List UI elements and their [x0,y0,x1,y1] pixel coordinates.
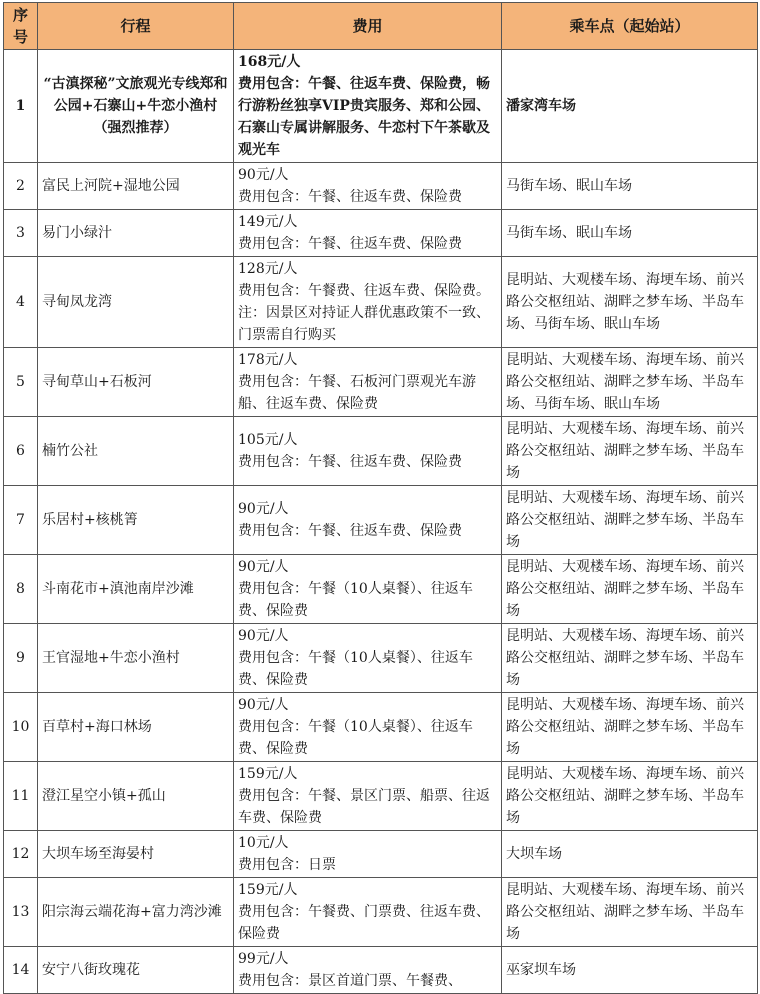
table-body [4,50,758,994]
row-num: 14 [4,947,38,994]
fee-cell [234,878,502,947]
fee-detail: 费用包含：景区首道门票、午餐费、 [238,973,462,989]
route-name: 王官湿地+牛恋小渔村 [38,624,234,693]
fee-cell [234,624,502,693]
boarding-stop: 昆明站、大观楼车场、海埂车场、前兴路公交枢纽站、湖畔之梦车场、半岛车场 [502,878,758,947]
route-name: 寻甸凤龙湾 [38,257,234,348]
table-row [4,831,758,878]
row-num: 4 [4,257,38,348]
fee-cell [234,831,502,878]
fee-cell [234,762,502,831]
fee-cell [234,417,502,486]
boarding-stop: 昆明站、大观楼车场、海埂车场、前兴路公交枢纽站、湖畔之梦车场、半岛车场 [502,624,758,693]
row-num: 6 [4,417,38,486]
route-name: 寻甸草山+石板河 [38,348,234,417]
table-row [4,555,758,624]
header-fee: 费用 [234,3,502,50]
boarding-stop: 昆明站、大观楼车场、海埂车场、前兴路公交枢纽站、湖畔之梦车场、半岛车场、马街车场、眠山车场 [502,257,758,348]
table-header-row [4,3,758,50]
table-row [4,348,758,417]
table-row [4,163,758,210]
fee-price: 99元/人 [238,951,289,967]
boarding-stop: 巫家坝车场 [502,947,758,994]
boarding-stop: 昆明站、大观楼车场、海埂车场、前兴路公交枢纽站、湖畔之梦车场、半岛车场 [502,693,758,762]
route-name: 易门小绿汁 [38,210,234,257]
row-num: 11 [4,762,38,831]
fee-cell [234,210,502,257]
fee-price: 178元/人 [238,352,298,368]
fee-detail: 费用包含：午餐、石板河门票观光车游船、往返车费、保险费 [238,374,476,412]
boarding-stop: 大坝车场 [502,831,758,878]
boarding-stop: 马街车场、眠山车场 [502,163,758,210]
row-num: 7 [4,486,38,555]
route-name: 富民上河院+湿地公园 [38,163,234,210]
boarding-stop: 昆明站、大观楼车场、海埂车场、前兴路公交枢纽站、湖畔之梦车场、半岛车场、马街车场、眠山车场 [502,348,758,417]
table-row [4,878,758,947]
route-name: 百草村+海口林场 [38,693,234,762]
row-num: 5 [4,348,38,417]
row-num: 8 [4,555,38,624]
row-num: 13 [4,878,38,947]
row-num: 10 [4,693,38,762]
fee-price: 128元/人 [238,261,298,277]
fee-detail: 费用包含：午餐、往返车费、保险费 [238,523,462,539]
fee-cell [234,693,502,762]
boarding-stop: 昆明站、大观楼车场、海埂车场、前兴路公交枢纽站、湖畔之梦车场、半岛车场 [502,417,758,486]
table-row [4,624,758,693]
fee-price: 90元/人 [238,167,289,183]
table-row [4,486,758,555]
route-name: “古滇探秘”文旅观光专线郑和公园+石寨山+牛恋小渔村（强烈推荐） [38,50,234,163]
route-name: 大坝车场至海晏村 [38,831,234,878]
fee-detail: 费用包含：午餐、往返车费、保险费 [238,236,462,252]
route-name: 安宁八街玫瑰花 [38,947,234,994]
table-row [4,257,758,348]
boarding-stop: 潘家湾车场 [502,50,758,163]
row-num: 12 [4,831,38,878]
route-table [3,2,758,994]
fee-detail: 费用包含：午餐费、门票费、往返车费、保险费 [238,904,490,942]
header-route: 行程 [38,3,234,50]
table-row [4,210,758,257]
boarding-stop: 昆明站、大观楼车场、海埂车场、前兴路公交枢纽站、湖畔之梦车场、半岛车场 [502,486,758,555]
fee-cell [234,257,502,348]
fee-cell [234,555,502,624]
fee-detail: 费用包含：午餐费、往返车费、保险费。注：因景区对持证人群优惠政策不一致、门票需自行购买 [238,283,490,343]
fee-cell [234,163,502,210]
route-name: 乐居村+核桃箐 [38,486,234,555]
fee-detail: 费用包含：午餐、往返车费、保险费 [238,189,462,205]
fee-cell [234,50,502,163]
route-name: 澄江星空小镇+孤山 [38,762,234,831]
fee-cell [234,486,502,555]
fee-price: 90元/人 [238,628,289,644]
table-row [4,417,758,486]
header-num: 序号 [4,3,38,50]
fee-cell [234,348,502,417]
fee-cell [234,947,502,994]
fee-detail: 费用包含：午餐（10人桌餐）、往返车费、保险费 [238,719,473,757]
table-row [4,693,758,762]
fee-price: 168元/人 [238,54,301,70]
row-num: 1 [4,50,38,163]
fee-price: 105元/人 [238,432,298,448]
route-name: 阳宗海云端花海+富力湾沙滩 [38,878,234,947]
fee-price: 90元/人 [238,559,289,575]
table-row [4,762,758,831]
boarding-stop: 昆明站、大观楼车场、海埂车场、前兴路公交枢纽站、湖畔之梦车场、半岛车场 [502,762,758,831]
fee-detail: 费用包含：日票 [238,857,336,873]
table-row [4,947,758,994]
fee-price: 10元/人 [238,835,289,851]
table-row [4,50,758,163]
row-num: 9 [4,624,38,693]
fee-price: 159元/人 [238,766,298,782]
route-name: 楠竹公社 [38,417,234,486]
boarding-stop: 昆明站、大观楼车场、海埂车场、前兴路公交枢纽站、湖畔之梦车场、半岛车场 [502,555,758,624]
fee-price: 149元/人 [238,214,298,230]
fee-price: 90元/人 [238,697,289,713]
boarding-stop: 马街车场、眠山车场 [502,210,758,257]
fee-detail: 费用包含：午餐、景区门票、船票、往返车费、保险费 [238,788,490,826]
fee-detail: 费用包含：午餐、往返车费、保险费 [238,454,462,470]
fee-price: 159元/人 [238,882,298,898]
row-num: 2 [4,163,38,210]
fee-detail: 费用包含：午餐（10人桌餐）、往返车费、保险费 [238,650,473,688]
row-num: 3 [4,210,38,257]
fee-detail: 费用包含：午餐（10人桌餐）、往返车费、保险费 [238,581,473,619]
route-name: 斗南花市+滇池南岸沙滩 [38,555,234,624]
header-stop: 乘车点（起始站） [502,3,758,50]
fee-detail: 费用包含：午餐、往返车费、保险费，畅行游粉丝独享VIP贵宾服务、郑和公园、石寨山专属讲解服务、牛恋村下午茶歇及观光车 [238,76,490,158]
fee-price: 90元/人 [238,501,289,517]
